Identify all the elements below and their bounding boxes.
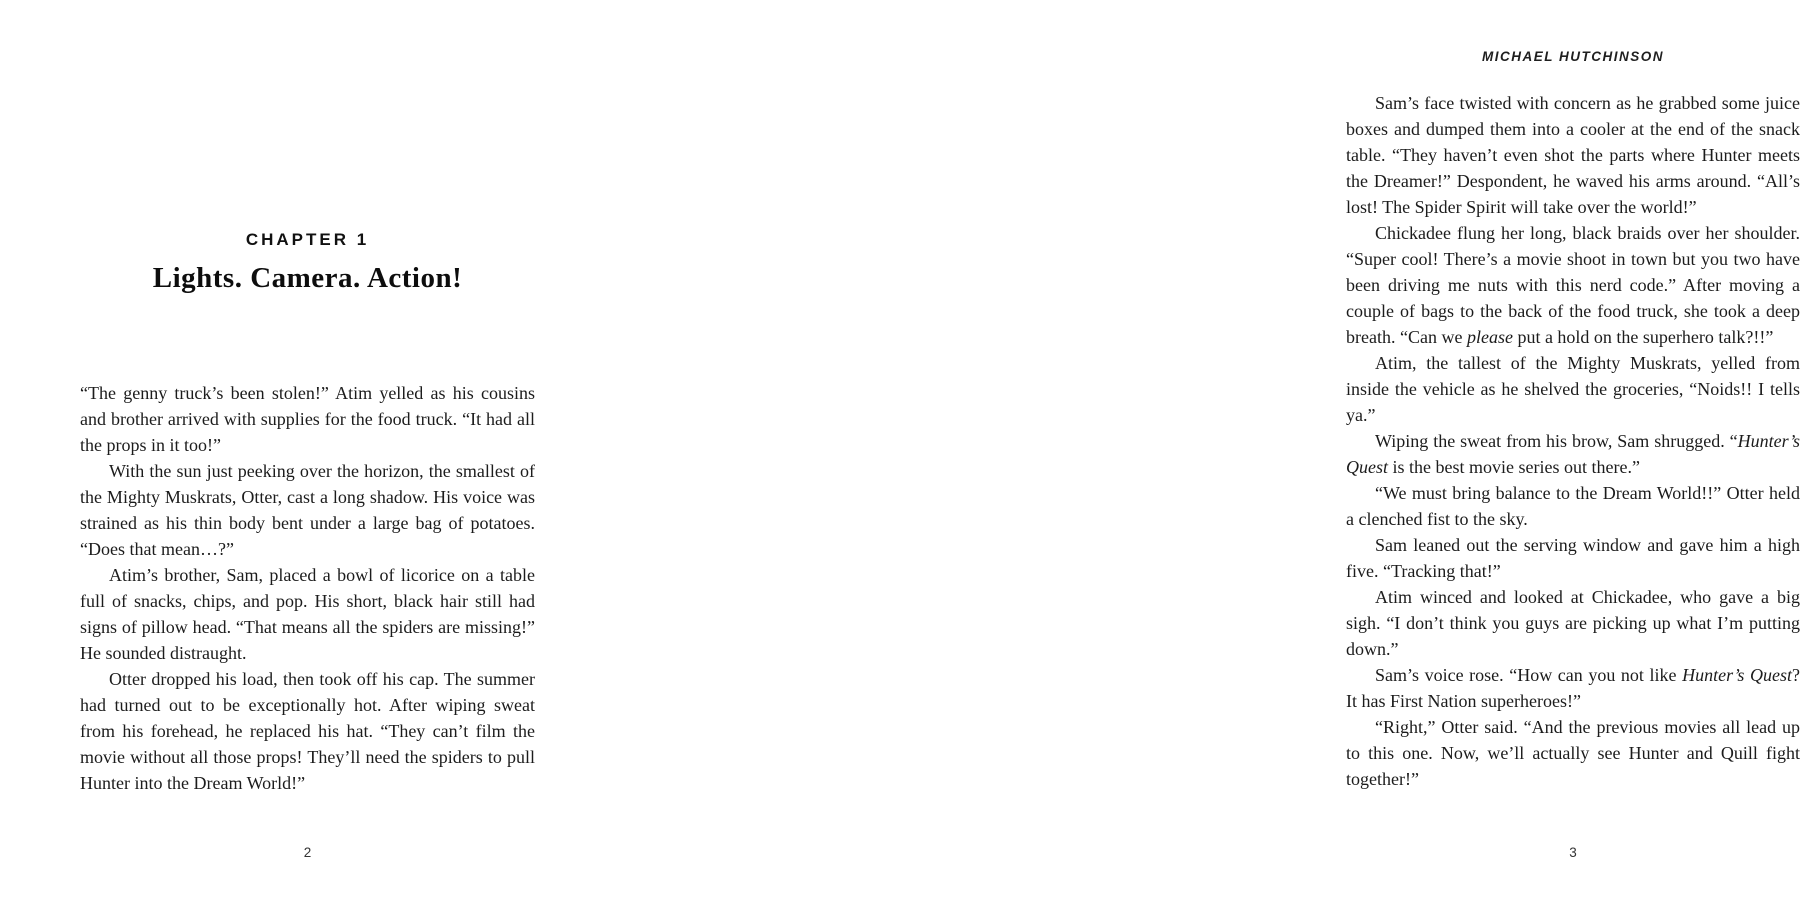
text-segment: Otter dropped his load, then took off his cap. The summer had turned out to be exceptionally hot. After wiping sweat from his forehead, he replaced his hat. “They can’t film the movie without all those props! They’ll need the spiders to pull Hunter into the Dream World!” <box>80 669 535 793</box>
body-paragraph <box>1346 220 1800 350</box>
page-right <box>630 0 1800 900</box>
text-segment: Sam’s face twisted with concern as he grabbed some juice boxes and dumped them into a cooler at the end of the snack table. “They haven’t even shot the parts where Hunter meets the Dreamer!” Despondent, he waved his arms around. “All’s lost! The Spider Spirit will take over the world!” <box>1346 93 1800 217</box>
italic-text-segment: Hunter’s Quest <box>1682 665 1792 685</box>
chapter-heading-block <box>80 230 535 295</box>
text-segment: “Right,” Otter said. “And the previous movies all lead up to this one. Now, we’ll actually see Hunter and Quill fight together!” <box>1346 717 1800 789</box>
page-number-left: 2 <box>303 845 312 860</box>
text-segment: Sam’s voice rose. “How can you not like <box>1375 665 1683 685</box>
body-paragraph <box>1346 350 1800 428</box>
body-paragraph <box>1346 584 1800 662</box>
body-paragraph <box>80 666 535 796</box>
text-segment: ? It has First Nation superheroes!” <box>1346 665 1800 711</box>
body-paragraph <box>80 458 535 562</box>
running-header: MICHAEL HUTCHINSON <box>1482 49 1664 64</box>
text-segment: “We must bring balance to the Dream World!!” Otter held a clenched fist to the sky. <box>1346 483 1800 529</box>
text-segment: put a hold on the superhero talk?!!” <box>1512 327 1774 347</box>
text-segment: With the sun just peeking over the horizon, the smallest of the Mighty Muskrats, Otter, cast a long shadow. His voice was strained as his thin body bent under a large bag of potatoes. “Does that mean…?” <box>80 461 535 559</box>
body-paragraph <box>1346 662 1800 714</box>
italic-text-segment: please <box>1466 327 1513 347</box>
body-paragraph <box>1346 714 1800 792</box>
page-number-right: 3 <box>1569 845 1577 860</box>
body-paragraph <box>1346 532 1800 584</box>
body-paragraph <box>80 562 535 666</box>
text-segment: Atim winced and looked at Chickadee, who gave a big sigh. “I don’t think you guys are picking up what I’m putting down.” <box>1346 587 1800 659</box>
text-segment: Atim, the tallest of the Mighty Muskrats, yelled from inside the vehicle as he shelved the groceries, “Noids!! I tells ya.” <box>1346 353 1800 425</box>
chapter-label: CHAPTER 1 <box>245 230 370 249</box>
body-paragraph <box>1346 480 1800 532</box>
text-segment: “The genny truck’s been stolen!” Atim yelled as his cousins and brother arrived with supplies for the food truck. “It had all the props in it too!” <box>80 383 535 455</box>
text-segment: Atim’s brother, Sam, placed a bowl of licorice on a table full of snacks, chips, and pop. His short, black hair still had signs of pillow head. “That means all the spiders are missing!” He sounded distraught. <box>80 565 535 663</box>
text-segment: Wiping the sweat from his brow, Sam shrugged. “ <box>1375 431 1738 451</box>
page-left-body <box>80 380 535 796</box>
chapter-title: Lights. Camera. Action! <box>152 262 463 294</box>
body-paragraph <box>80 380 535 458</box>
body-paragraph <box>1346 90 1800 220</box>
text-segment: Sam leaned out the serving window and gave him a high five. “Tracking that!” <box>1346 535 1800 581</box>
page-left <box>0 0 630 900</box>
text-segment: is the best movie series out there.” <box>1388 457 1640 477</box>
text-segment: Chickadee flung her long, black braids over her shoulder. “Super cool! There’s a movie shoot in town but you two have been driving me nuts with this nerd code.” After moving a couple of bags to the back of the food truck, she took a deep breath. “Can we <box>1346 223 1800 347</box>
italic-text-segment: Hunter’s Quest <box>1346 431 1800 477</box>
body-paragraph <box>1346 428 1800 480</box>
page-right-body <box>1346 90 1800 792</box>
